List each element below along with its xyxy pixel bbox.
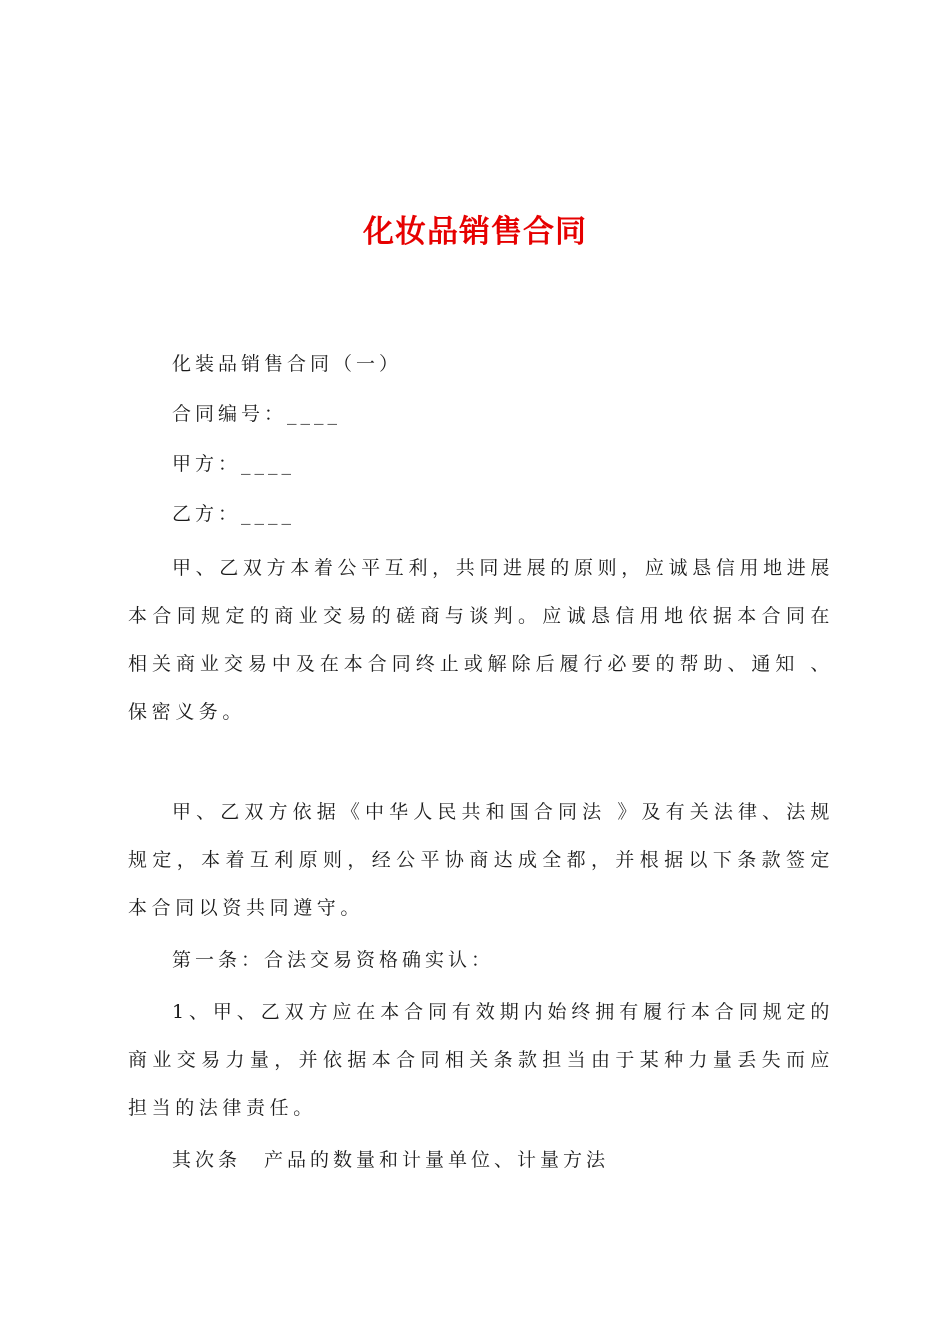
party-b-line: 乙方：____: [172, 503, 296, 525]
article-1-item-1: 1、甲、乙双方应在本合同有效期内始终拥有履行本合同规定的商业交易力量，并依据本合同相关条款担当由于某种力量丢失而应担当的法律责任。: [128, 1001, 834, 1119]
article-2-heading: 其次条 产品的数量和计量单位、计量方法: [172, 1149, 610, 1171]
paragraph-legal-basis: 甲、乙双方依据《中华人民共和国合同法 》及有关法律、法规规定，本着互利原则，经公平协商达成全都，并根据以下条款签定本合同以资共同遵守。: [128, 801, 834, 919]
contract-subtitle: 化装品销售合同（一）: [172, 353, 403, 375]
document-body: [128, 344, 834, 1184]
document-title: 化妆品销售合同: [363, 214, 587, 250]
article-1-heading: 第一条：合法交易资格确实认：: [172, 949, 495, 971]
party-a-line: 甲方：____: [172, 453, 296, 475]
contract-number-line: 合同编号：____: [172, 403, 342, 425]
paragraph-principles: 甲、乙双方本着公平互利，共同进展的原则，应诚恳信用地进展本合同规定的商业交易的磋商与谈判。应诚恳信用地依据本合同在相关商业交易中及在本合同终止或解除后履行必要的帮助、通知 、保密义务。: [128, 557, 834, 723]
